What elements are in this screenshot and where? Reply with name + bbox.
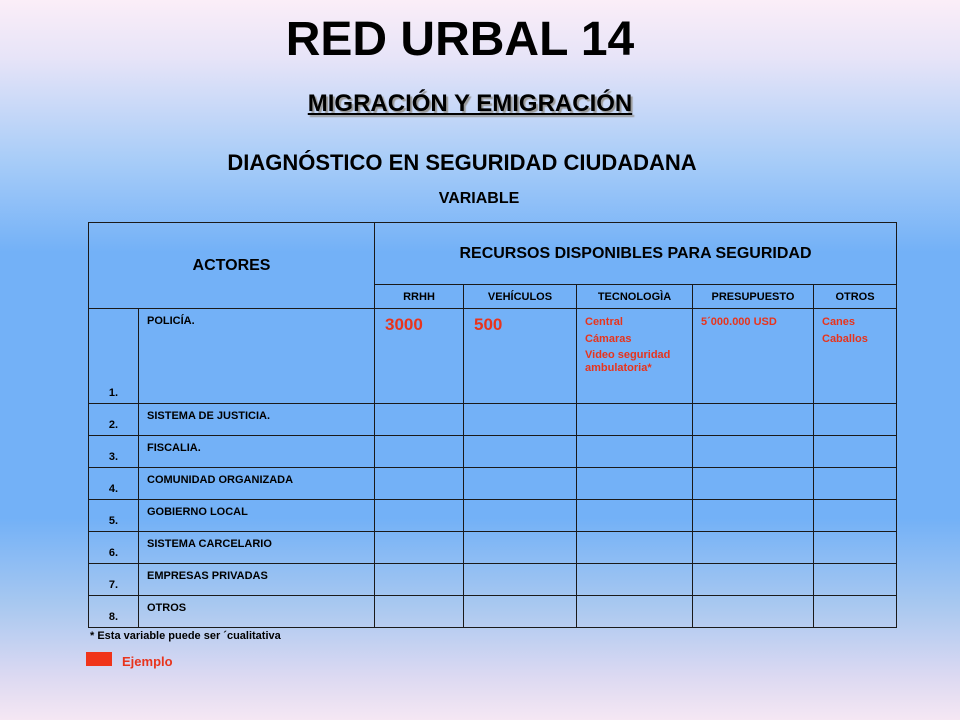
actor-name: FISCALIA. bbox=[139, 436, 375, 468]
actor-name: SISTEMA DE JUSTICIA. bbox=[139, 404, 375, 436]
column-header-rrhh: RRHH bbox=[375, 285, 464, 309]
page-subtitle: MIGRACIÓN Y EMIGRACIÓN bbox=[307, 90, 633, 117]
variable-label: VARIABLE bbox=[438, 190, 520, 207]
table-row bbox=[89, 564, 897, 596]
row-number: 3. bbox=[89, 436, 139, 468]
column-header-vehiculos: VEHÍCULOS bbox=[464, 285, 577, 309]
column-header-otros: OTROS bbox=[814, 285, 897, 309]
legend-swatch bbox=[86, 652, 112, 666]
table-row bbox=[89, 309, 897, 404]
actor-name: EMPRESAS PRIVADAS bbox=[139, 564, 375, 596]
otros-item: Caballos bbox=[822, 332, 868, 345]
row-number: 8. bbox=[89, 596, 139, 628]
row-number: 2. bbox=[89, 404, 139, 436]
section-heading: DIAGNÓSTICO EN SEGURIDAD CIUDADANA bbox=[227, 150, 697, 175]
table-row bbox=[89, 404, 897, 436]
footnote: * Esta variable puede ser ´cualitativa bbox=[90, 630, 281, 642]
recursos-header: RECURSOS DISPONIBLES PARA SEGURIDAD bbox=[375, 223, 897, 285]
otros-item: Canes bbox=[822, 316, 856, 328]
actores-header: ACTORES bbox=[89, 223, 375, 309]
tecnologia-item: Central bbox=[585, 316, 623, 328]
row-number: 5. bbox=[89, 500, 139, 532]
legend-label: Ejemplo bbox=[122, 654, 173, 669]
tecnologia-item: Cámaras bbox=[585, 332, 632, 345]
table-row bbox=[89, 468, 897, 500]
table-row bbox=[89, 532, 897, 564]
row-number: 4. bbox=[89, 468, 139, 500]
row-number: 6. bbox=[89, 532, 139, 564]
row-number: 7. bbox=[89, 564, 139, 596]
column-header-presupuesto: PRESUPUESTO bbox=[693, 285, 814, 309]
actor-name: GOBIERNO LOCAL bbox=[139, 500, 375, 532]
actor-name: OTROS bbox=[139, 596, 375, 628]
vehiculos-value: 500 bbox=[464, 309, 577, 404]
otros-value bbox=[814, 309, 897, 404]
actor-name: SISTEMA CARCELARIO bbox=[139, 532, 375, 564]
tecnologia-value bbox=[577, 309, 693, 404]
actor-name: COMUNIDAD ORGANIZADA bbox=[139, 468, 375, 500]
table-row bbox=[89, 596, 897, 628]
page-title: RED URBAL 14 bbox=[285, 13, 635, 66]
row-number: 1. bbox=[89, 309, 139, 404]
table-row bbox=[89, 500, 897, 532]
presupuesto-value: 5´000.000 USD bbox=[693, 309, 814, 404]
table-row bbox=[89, 436, 897, 468]
security-resources-table bbox=[88, 222, 897, 628]
rrhh-value: 3000 bbox=[375, 309, 464, 404]
actor-name: POLICÍA. bbox=[139, 309, 375, 404]
tecnologia-item: Video seguridad ambulatoria* bbox=[585, 348, 671, 374]
column-header-tecnologia: TECNOLOGÌA bbox=[577, 285, 693, 309]
